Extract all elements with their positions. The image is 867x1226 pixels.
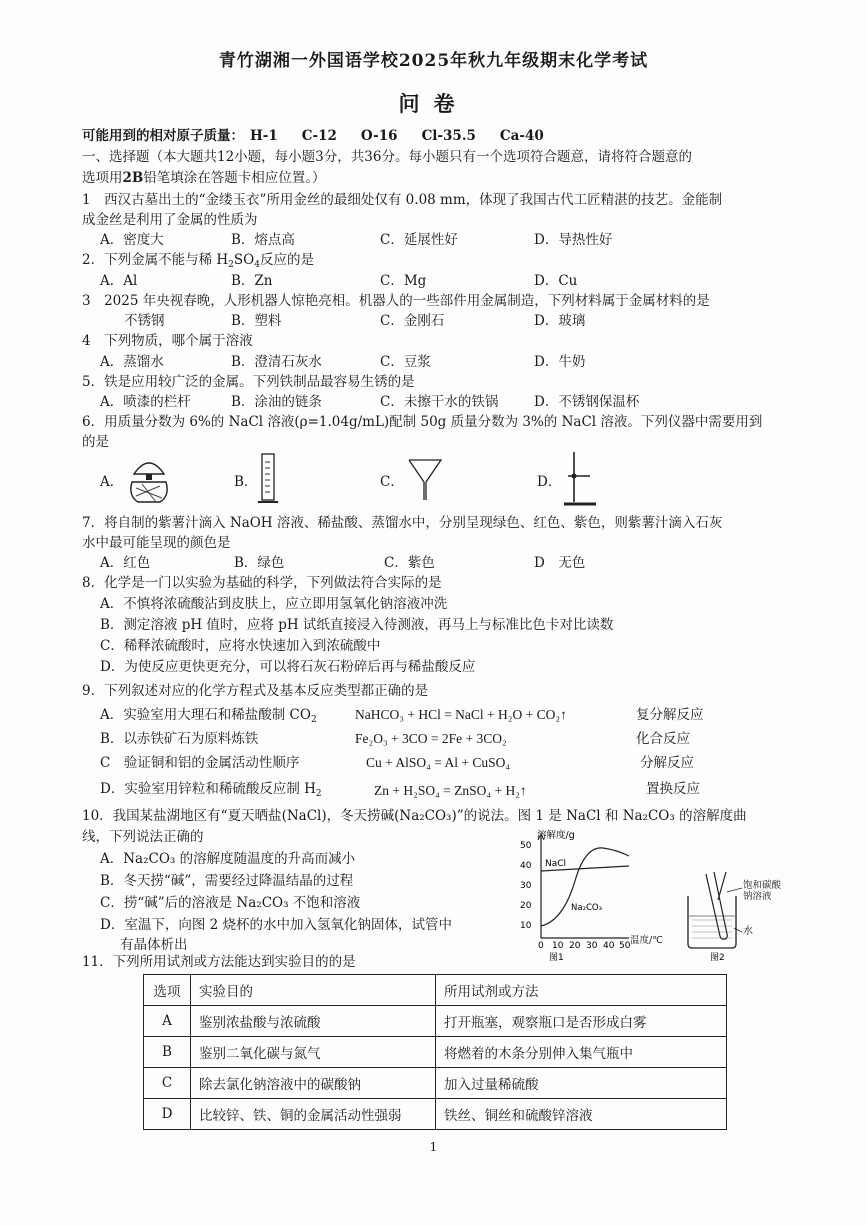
test-tube-icon [706, 872, 727, 939]
fig1-xtick-10: 10 [552, 941, 564, 951]
q3-option-b: B．塑料 [231, 313, 282, 329]
section1-instructions-2 [82, 168, 326, 188]
q4-option-c: C．豆浆 [380, 354, 431, 370]
q9-d-equation: Zn + H₂SO₄ = ZnSO₄ + H₂↑ [374, 783, 527, 798]
mass-cl: Cl-35.5 [421, 128, 476, 144]
q5-option-c: C．未擦干水的铁锅 [380, 394, 499, 410]
q5-option-b: B．涂油的链条 [231, 394, 322, 410]
q7-stem: 7．将自制的紫薯汁滴入 NaOH 溶液、稀盐酸、蒸馏水中，分别呈现绿色、红色、紫色，则紫薯汁滴入石灰 [82, 515, 723, 531]
s1-bold: 2B [122, 170, 144, 186]
q2-mid: SO [233, 252, 255, 268]
q6-option-b: B． [234, 474, 258, 490]
table-cell: 鉴别浓盐酸与浓硫酸 [191, 1006, 436, 1037]
q3-option-c: C．金刚石 [380, 313, 445, 329]
iron-stand-icon [560, 448, 602, 508]
q5-option-a: A．喷漆的栏杆 [100, 394, 191, 410]
q8-option-a: A．不慎将浓硫酸沾到皮肤上，应立即用氢氧化钠溶液冲洗 [100, 596, 448, 612]
fig1-nacl-label: NaCl [545, 859, 567, 869]
q2-stem [82, 250, 314, 270]
s1-post: 铅笔填涂在答题卡相应位置。） [143, 170, 326, 186]
q9-d-type: 置换反应 [646, 781, 700, 797]
q9-option-c: C 验证铜和铝的金属活动性顺序 [100, 755, 300, 771]
fig2-label-solution [743, 880, 781, 902]
q2-sub1: 2 [228, 260, 234, 270]
page-number: 1 [429, 1140, 438, 1154]
q6-option-d: D． [537, 474, 562, 490]
table-row [144, 1068, 727, 1099]
q10-stem: 10．我国某盐湖地区有“夏天晒盐(NaCl)，冬天捞碱(Na₂CO₃)”的说法。图 1 是 NaCl 和 Na₂CO₃ 的溶解度曲 [82, 808, 747, 824]
q9-d-text: D．实验室用锌粒和稀硫酸反应制 H [100, 781, 316, 797]
q9-option-d [100, 779, 322, 799]
q5-stem: 5．铁是应用较广泛的金属。下列铁制品最容易生锈的是 [82, 374, 415, 390]
q6-stem: 6．用质量分数为 6%的 NaCl 溶液(ρ=1.04g/mL)配制 50g 质量分数为 3%的 NaCl 溶液。下列仪器中需要用到 [82, 414, 763, 430]
q3-option-d: D．玻璃 [534, 313, 586, 329]
fig1-ytick-50: 50 [520, 841, 532, 851]
q9-a-sub: 2 [310, 715, 317, 725]
fig1-xtick-40: 40 [603, 941, 615, 951]
q2-sub2: 4 [254, 260, 260, 270]
atomic-masses-label: 可能用到的相对原子质量： [82, 128, 244, 144]
table-header-option: 选项 [144, 975, 191, 1006]
q2-post: 反应的是 [259, 252, 314, 268]
q4-option-d: D．牛奶 [534, 354, 586, 370]
q1-stem-2: 成金丝是利用了金属的性质为 [82, 212, 258, 228]
q8-stem: 8．化学是一门以实验为基础的科学，下列做法符合实际的是 [82, 575, 442, 591]
table-cell: D [144, 1099, 191, 1130]
q2-option-d: D．Cu [534, 273, 578, 289]
q9-c-equation: Cu + AlSO₄ = Al + CuSO₄ [366, 755, 511, 770]
fig1-ylabel: 溶解度/g [537, 830, 575, 841]
q7-option-c: C．紫色 [384, 555, 435, 571]
q1-stem: 1 西汉古墓出土的“金缕玉衣”所用金丝的最细处仅有 0.08 mm，体现了我国古代工匠精湛的技艺。金能制 [82, 192, 723, 208]
q8-option-c: C．稀释浓硫酸时，应将水快速加入到浓硫酸中 [100, 638, 381, 654]
table-row [144, 1006, 727, 1037]
funnel-icon [407, 456, 443, 504]
q10-stem-2: 线，下列说法正确的 [82, 829, 204, 845]
q10-option-d: D．室温下，向图 2 烧杯的水中加入氢氧化钠固体，试管中 [100, 917, 452, 933]
fig1-ytick-30: 30 [520, 881, 532, 891]
q9-d-sub: 2 [315, 789, 322, 799]
q1-option-c: C．延展性好 [380, 232, 458, 248]
q4-stem: 4 下列物质，哪个属于溶液 [82, 333, 253, 349]
q7-option-d: D 无色 [534, 555, 586, 571]
table-header-method: 所用试剂或方法 [436, 975, 727, 1006]
q8-option-d: D．为使反应更快更充分，可以将石灰石粉碎后再与稀盐酸反应 [100, 659, 476, 675]
fig1-xlabel: 温度/℃ [630, 935, 663, 946]
table-cell: C [144, 1068, 191, 1099]
s1-pre: 选项用 [82, 170, 123, 186]
q9-b-equation: Fe₂O₃ + 3CO = 2Fe + 3CO₂ [355, 731, 507, 746]
table-cell: 比较锌、铁、铜的金属活动性强弱 [191, 1099, 436, 1130]
table-cell: 鉴别二氧化碳与氮气 [191, 1037, 436, 1068]
fig2-caption: 图2 [710, 953, 725, 962]
table-header-row [144, 975, 727, 1006]
alcohol-lamp-icon [124, 452, 174, 506]
q3-stem: 3 2025 年央视春晚，人形机器人惊艳亮相。机器人的一些部件用金属制造，下列材料属于金属材料的是 [82, 293, 710, 309]
fig1-ytick-20: 20 [520, 901, 532, 911]
q7-option-a: A．红色 [100, 555, 151, 571]
fig1-caption: 图1 [549, 953, 564, 962]
q7-option-b: B．绿色 [234, 555, 285, 571]
q10-option-c: C．捞“碱”后的溶液是 Na₂CO₃ 不饱和溶液 [100, 895, 361, 911]
graduated-cylinder-icon [256, 452, 280, 506]
q9-option-a [100, 705, 317, 725]
mass-o: O-16 [360, 128, 398, 144]
q9-a-type: 复分解反应 [636, 707, 704, 723]
fig1-ytick-10: 10 [520, 921, 532, 931]
fig2-label-2: 钠溶液 [743, 891, 772, 902]
q1-option-b: B．熔点高 [231, 232, 295, 248]
q1-option-a: A．密度大 [100, 232, 164, 248]
table-cell: 除去氯化钠溶液中的碳酸钠 [191, 1068, 436, 1099]
table-cell: B [144, 1037, 191, 1068]
mass-h: H-1 [250, 128, 278, 144]
q9-c-type: 分解反应 [640, 755, 694, 771]
q5-option-d: D．不锈钢保温杯 [534, 394, 640, 410]
fig1-xtick-20: 20 [569, 941, 581, 951]
table-cell: A [144, 1006, 191, 1037]
table-row [144, 1037, 727, 1068]
fig2-label-water: 水 [743, 926, 753, 937]
q11-table [143, 974, 727, 1130]
fig1-xtick-50: 50 [619, 941, 631, 951]
q1-option-d: D．导热性好 [534, 232, 613, 248]
q9-stem: 9．下列叙述对应的化学方程式及基本反应类型都正确的是 [82, 683, 429, 699]
table-cell: 铁丝、铜丝和硫酸锌溶液 [436, 1099, 727, 1130]
section1-instructions: 一、选择题（本大题共12小题，每小题3分，共36分。每小题只有一个选项符合题意，请将符合题意的 [82, 149, 692, 165]
table-row [144, 1099, 727, 1130]
table-header-purpose: 实验目的 [191, 975, 436, 1006]
table-cell: 将燃着的木条分别伸入集气瓶中 [436, 1037, 727, 1068]
mass-ca: Ca-40 [499, 128, 544, 144]
exam-title: 青竹湖湘一外国语学校2025年秋九年级期末化学考试 [218, 51, 649, 71]
q2-option-c: C．Mg [380, 273, 427, 289]
fig1-ytick-40: 40 [520, 861, 532, 871]
q2-pre: 2．下列金属不能与稀 H [82, 252, 229, 268]
q9-a-text: A．实验室用大理石和稀盐酸制 CO [100, 707, 311, 723]
q11-stem: 11．下列所用试剂或方法能达到实验目的的是 [82, 954, 356, 970]
fig2-label-1: 饱和碳酸 [743, 880, 782, 891]
table-cell: 打开瓶塞，观察瓶口是否形成白雾 [436, 1006, 727, 1037]
q4-option-b: B．澄清石灰水 [231, 354, 322, 370]
table-cell: 加入过量稀硫酸 [436, 1068, 727, 1099]
q7-stem-2: 水中最可能呈现的颜色是 [82, 535, 231, 551]
q3-option-a: 不锈钢 [124, 313, 165, 329]
q2-option-b: B．Zn [231, 273, 273, 289]
q10-option-a: A．Na₂CO₃ 的溶解度随温度的升高而减小 [100, 851, 356, 867]
q6-option-a: A． [100, 474, 124, 490]
q9-option-b: B．以赤铁矿石为原料炼铁 [100, 731, 259, 747]
q10-option-d-cont: 有晶体析出 [120, 937, 188, 953]
q6-stem-2: 的是 [82, 434, 109, 450]
q9-b-type: 化合反应 [636, 731, 690, 747]
fig1-na2co3-label: Na₂CO₃ [571, 903, 603, 913]
solubility-curve-figure [505, 826, 641, 962]
q9-a-equation: NaHCO₃ + HCl = NaCl + H₂O + CO₂↑ [355, 707, 567, 722]
atomic-masses [82, 126, 544, 146]
exam-subtitle: 问卷 [398, 91, 469, 116]
q4-option-a: A．蒸馏水 [100, 354, 164, 370]
mass-c: C-12 [301, 128, 337, 144]
fig1-xtick-0: 0 [538, 941, 544, 951]
q10-option-b: B．冬天捞“碱”，需要经过降温结晶的过程 [100, 873, 354, 889]
q2-option-a: A．Al [100, 273, 138, 289]
q8-option-b: B．测定溶液 pH 值时，应将 pH 试纸直接浸入待测液，再马上与标准比色卡对比读数 [100, 617, 614, 633]
q6-option-c: C． [380, 474, 404, 490]
fig1-xtick-30: 30 [586, 941, 598, 951]
